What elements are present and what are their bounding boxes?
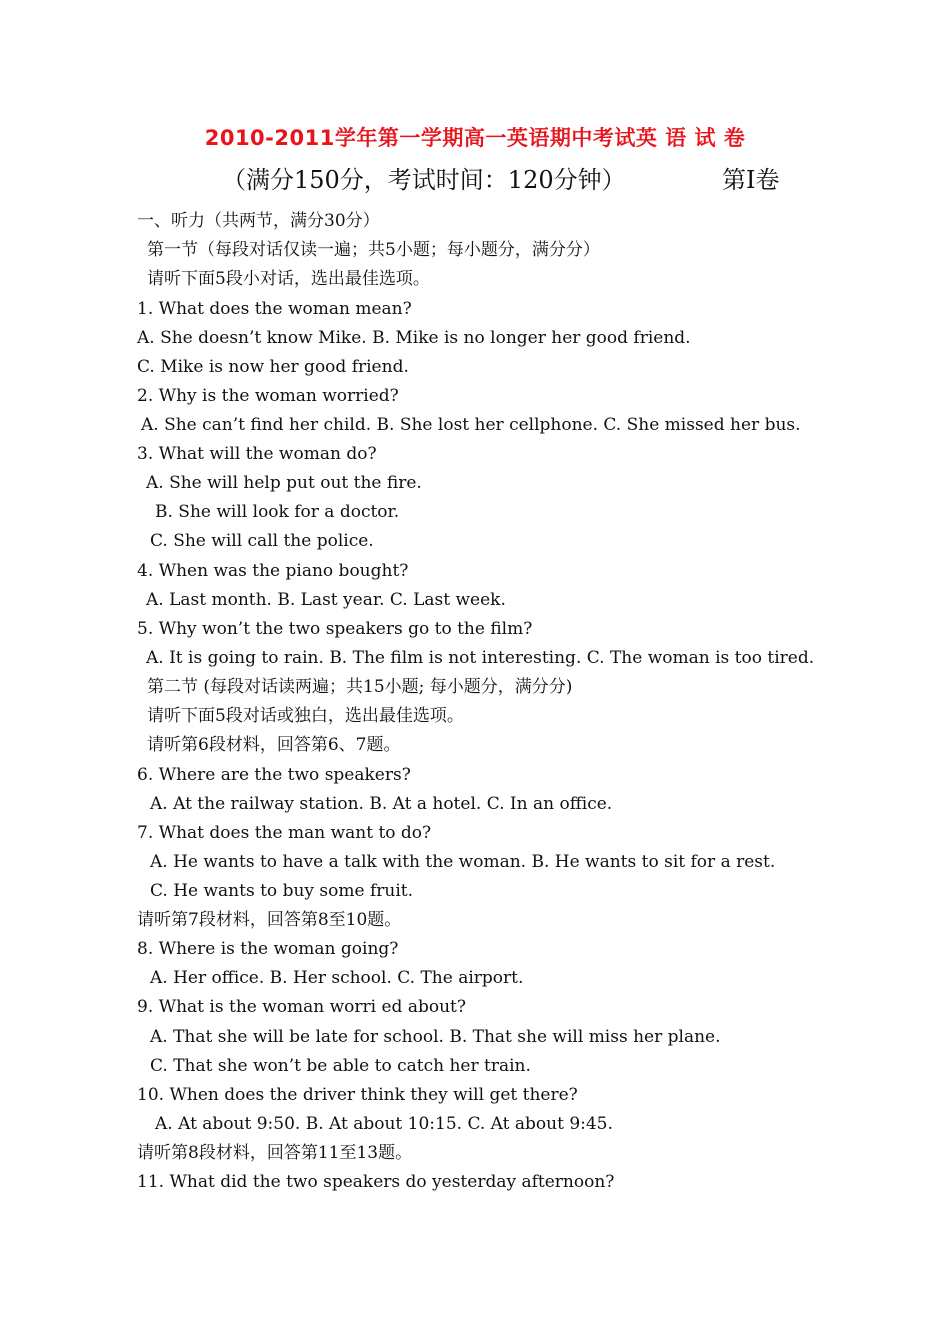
section-instruction: 请听第8段材料，回答第11至13题。 <box>137 1143 413 1163</box>
volume-label: 第I卷 <box>722 166 780 194</box>
answer-options: C. That she won’t be able to catch her train. <box>150 1056 531 1076</box>
exam-title: 2010-2011学年第一学期高一英语期中考试英 语 试 卷 <box>204 126 746 150</box>
question: 5. Why won’t the two speakers go to the film? <box>137 619 533 639</box>
section-heading: 一、听力（共两节，满分30分） <box>137 211 380 231</box>
answer-options: A. That she will be late for school. B. That she will miss her plane. <box>150 1027 721 1047</box>
question: 4. When was the piano bought? <box>137 561 409 581</box>
question: 3. What will the woman do? <box>137 444 377 464</box>
section-instruction: 请听第7段材料，回答第8至10题。 <box>137 910 402 930</box>
section-instruction: 请听下面5段小对话，选出最佳选项。 <box>147 269 430 289</box>
exam-subtitle: （满分150分，考试时间：120分钟） <box>222 166 626 194</box>
question: 7. What does the man want to do? <box>137 823 432 843</box>
answer-options: A. At about 9:50. B. At about 10:15. C. At about 9:45. <box>155 1114 613 1134</box>
answer-options: C. Mike is now her good friend. <box>137 357 409 377</box>
question: 2. Why is the woman worried? <box>137 386 399 406</box>
answer-options: A. She will help put out the fire. <box>146 473 422 493</box>
answer-options: A. It is going to rain. B. The film is not interesting. C. The woman is too tired. <box>146 648 815 668</box>
question: 6. Where are the two speakers? <box>137 765 411 785</box>
answer-options: C. He wants to buy some fruit. <box>150 881 413 901</box>
section-instruction: 请听下面5段对话或独白，选出最佳选项。 <box>147 706 464 726</box>
section-instruction: 第一节（每段对话仅读一遍；共5小题；每小题分，满分分） <box>147 240 600 260</box>
question: 11. What did the two speakers do yesterday afternoon? <box>137 1172 615 1192</box>
question: 8. Where is the woman going? <box>137 939 399 959</box>
answer-options: A. Her office. B. Her school. C. The airport. <box>150 968 524 988</box>
answer-options: A. She doesn’t know Mike. B. Mike is no longer her good friend. <box>137 328 691 348</box>
answer-options: C. She will call the police. <box>150 531 374 551</box>
section-instruction: 请听第6段材料，回答第6、7题。 <box>147 735 401 755</box>
question: 10. When does the driver think they will get there? <box>137 1085 578 1105</box>
answer-options: B. She will look for a doctor. <box>155 502 400 522</box>
section-heading: 第二节 (每段对话读两遍；共15小题; 每小题分，满分分) <box>147 677 573 697</box>
question: 9. What is the woman worri ed about? <box>137 997 466 1017</box>
answer-options: A. She can’t find her child. B. She lost her cellphone. C. She missed her bus. <box>141 415 801 435</box>
question: 1. What does the woman mean? <box>137 299 412 319</box>
answer-options: A. He wants to have a talk with the woman. B. He wants to sit for a rest. <box>150 852 776 872</box>
answer-options: A. At the railway station. B. At a hotel. C. In an office. <box>150 794 613 814</box>
answer-options: A. Last month. B. Last year. C. Last week. <box>146 590 506 610</box>
